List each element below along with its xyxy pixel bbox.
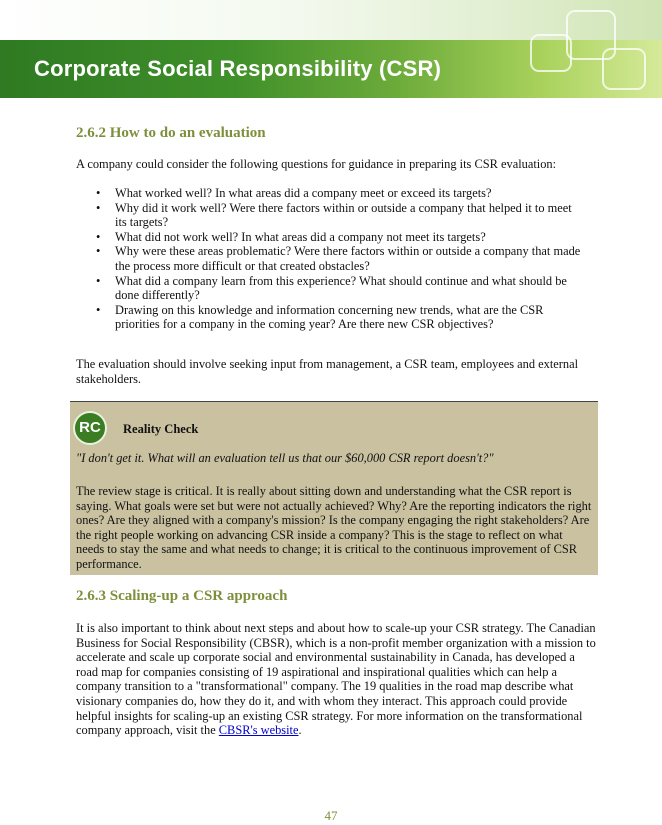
reality-check-body: The review stage is critical. It is really about sitting down and understanding what the CSR report is saying. What goals were set but were not actually achieved? Why? Are the reporting indicators the right ones? Are they aligned with a company's mission? Is the company engaging the right stakeholders? Are the right people working on advancing CSR inside a company? This is the stage to reflect on what needs to stay the same and what needs to change; it is critical to the continuous improvement of CSR performance.: [76, 484, 592, 571]
decorative-square-icon: [530, 34, 572, 72]
list-item: • Drawing on this knowledge and information concerning new trends, what are the CSR priorities for a company in the coming year? Are there new CSR objectives?: [96, 303, 586, 332]
evaluation-closing: The evaluation should involve seeking input from management, a CSR team, employees and external stakeholders.: [76, 357, 579, 386]
list-item: • Why were these areas problematic? Were there factors within or outside a company that made the process more difficult or that created obstacles?: [96, 244, 586, 273]
scaling-up-body: [76, 621, 598, 738]
list-item: • What worked well? In what areas did a company meet or exceed its targets?: [96, 186, 586, 201]
list-item: • What did not work well? In what areas did a company not meet its targets?: [96, 230, 586, 245]
scaling-up-text: It is also important to think about next steps and about how to scale-up your CSR strategy. The Canadian Business for Social Responsibility (CBSR), which is a non-profit member organization with a mission to accelerate and scale up corporate social and environmental sustainability in Canada, has developed a road map for companies consisting of 19 aspirational and inspirational qualities which can help a company transition to a "transformational" company. The 19 qualities in the road map describe what visionary companies do, how they do it, and with whom they interact. This approach could provide helpful insights for scaling-up an existing CSR strategy. For more information on the transformational company approach, visit the: [76, 621, 596, 738]
header-banner: [0, 0, 662, 98]
reality-check-quote: "I don't get it. What will an evaluation tell us that our $60,000 CSR report doesn't?": [76, 451, 494, 465]
decorative-square-icon: [602, 48, 646, 90]
page-number: 47: [324, 808, 338, 823]
list-item: • Why did it work well? Were there factors within or outside a company that helped it to meet its targets?: [96, 201, 586, 230]
scaling-up-end: .: [298, 723, 302, 738]
evaluation-intro: A company could consider the following questions for guidance in preparing its CSR evaluation:: [76, 157, 557, 171]
reality-check-logo: RC: [73, 411, 107, 445]
evaluation-question-list: [96, 186, 586, 332]
list-item: • What did a company learn from this experience? What should continue and what should be done differently?: [96, 274, 586, 303]
section-heading-scaling-up: 2.6.3 Scaling-up a CSR approach: [76, 588, 288, 604]
cbsr-website-link[interactable]: CBSR's website: [218, 723, 299, 738]
reality-check-title: Reality Check: [123, 422, 199, 436]
document-title: Corporate Social Responsibility (CSR): [34, 56, 442, 81]
reality-check-box: [70, 401, 598, 575]
section-heading-evaluation: 2.6.2 How to do an evaluation: [76, 125, 266, 141]
